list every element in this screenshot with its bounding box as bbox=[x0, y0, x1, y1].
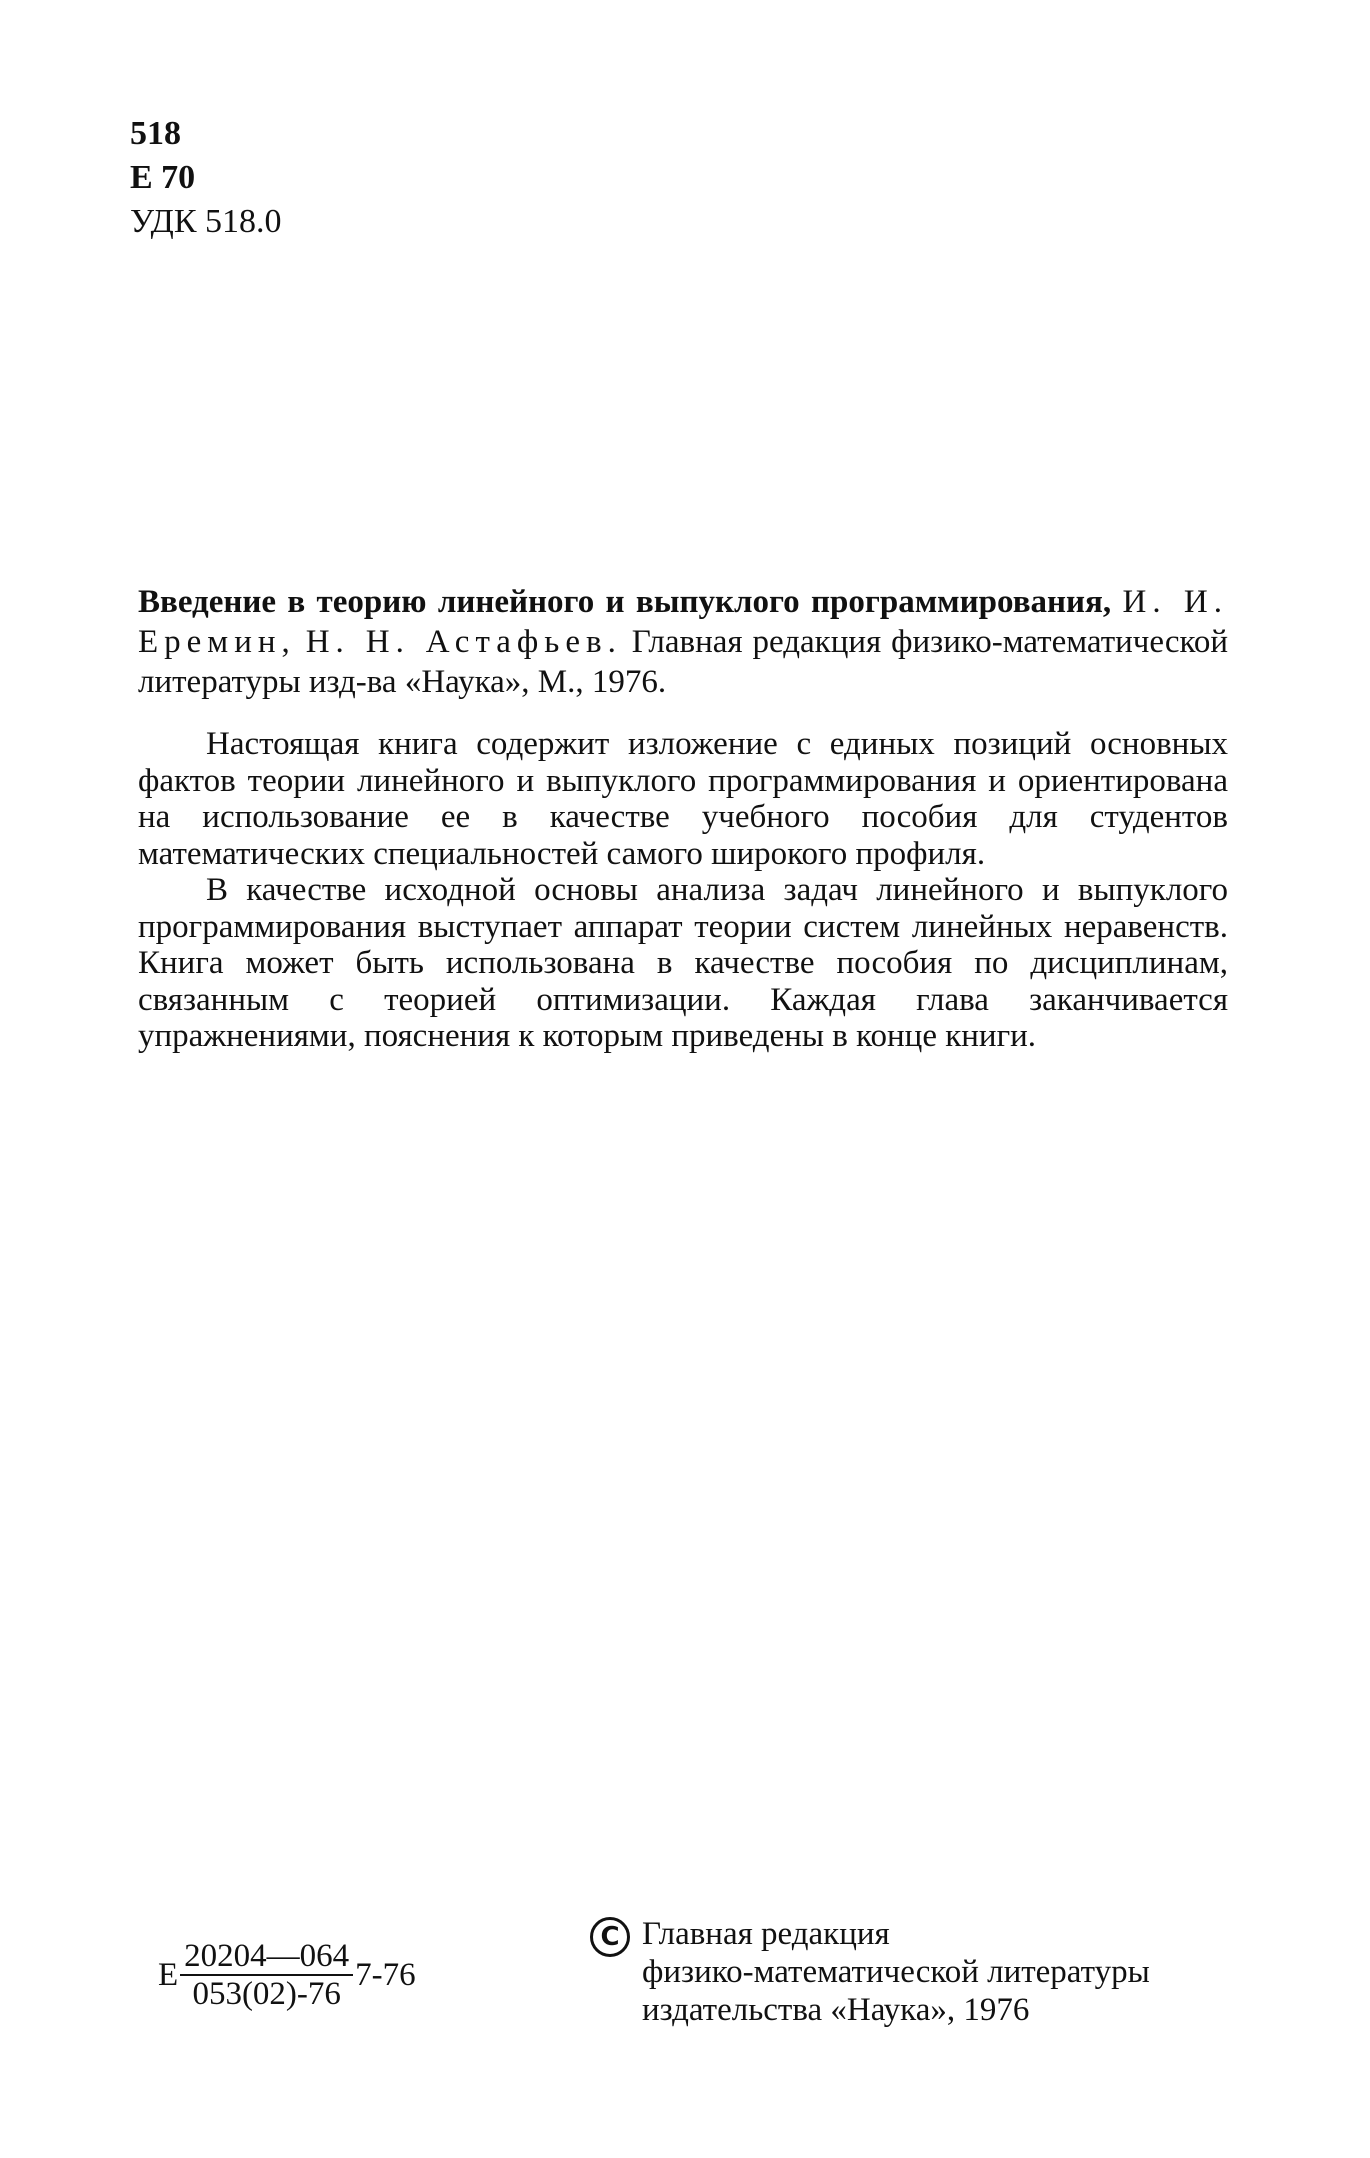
index-suffix: 7-76 bbox=[355, 1957, 416, 1993]
copyright-text bbox=[642, 1915, 1150, 2029]
copyright-line-2: физико-математической литературы bbox=[642, 1954, 1150, 1990]
author-mark: Е 70 bbox=[130, 159, 196, 196]
index-denominator: 053(02)-76 bbox=[192, 1976, 341, 2012]
author-astafiev: Н. Н. Астафьев. bbox=[305, 624, 622, 660]
index-fraction bbox=[180, 1938, 353, 2012]
publication-index bbox=[158, 1938, 416, 2012]
abstract-paragraph-1: Настоящая книга содержит изложение с единых позиций основных фактов теории линейного и выпуклого программирования и ориентирована на использование ее в качестве учебного пособия для студентов математических специальностей самого широкого профиля. bbox=[138, 726, 1228, 872]
author-eremin: И. И. Еремин, bbox=[138, 584, 1228, 660]
publisher-info: Главная редакция физико-математической литературы изд-ва «Наука», М., 1976. bbox=[138, 624, 1229, 700]
abstract-paragraph-2: В качестве исходной основы анализа задач линейного и выпуклого программирования выступает аппарат теории систем линейных неравенств. Книга может быть использована в качестве пособия по дисциплинам, связанным с теорией оптимизации. Каждая глава заканчивается упражнениями, пояснения к которым приведены в конце книги. bbox=[138, 872, 1228, 1054]
book-abstract bbox=[138, 726, 1228, 1055]
book-title: Введение в теорию линейного и выпуклого программирования, bbox=[138, 584, 1112, 620]
copyright-icon: C bbox=[590, 1917, 630, 1957]
index-prefix: Е bbox=[158, 1957, 179, 1993]
copyright-line-1: Главная редакция bbox=[642, 1916, 890, 1952]
classification-codes bbox=[130, 112, 282, 244]
udc-code: УДК 518.0 bbox=[130, 203, 282, 240]
bibliographic-annotation bbox=[138, 582, 1228, 702]
copyright-notice bbox=[590, 1915, 1150, 2029]
class-code: 518 bbox=[130, 115, 181, 152]
copyright-line-3: издательства «Наука», 1976 bbox=[642, 1992, 1030, 2028]
index-numerator: 20204—064 bbox=[180, 1938, 353, 1976]
